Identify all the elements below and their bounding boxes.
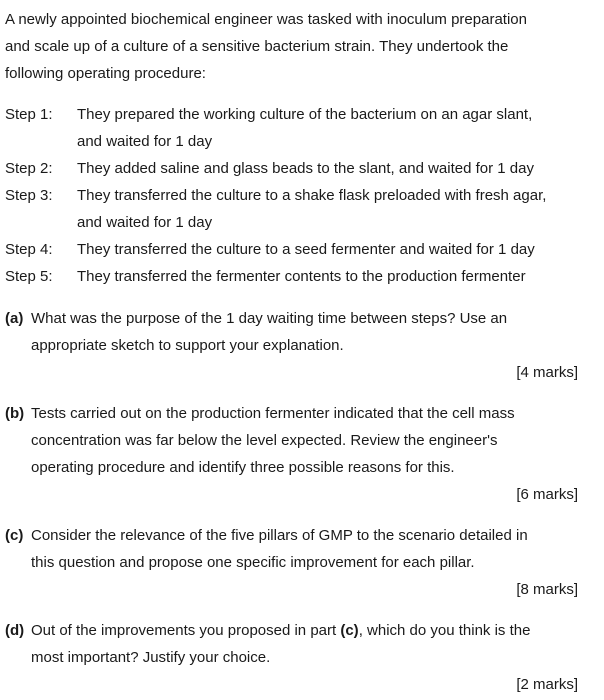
question-a-line-2: appropriate sketch to support your explanation.: [31, 337, 344, 354]
question-d-label: (d): [5, 622, 25, 639]
intro-line-2: and scale up of a culture of a sensitive bacterium strain. They undertook the: [5, 38, 509, 55]
question-d-part-reference: (c): [340, 622, 359, 639]
question-b-label: (b): [5, 405, 25, 422]
question-d-line-1-post: , which do you think is the: [358, 622, 531, 639]
step-1-text-line-2: and waited for 1 day: [77, 133, 213, 150]
step-4-text-line-1: They transferred the culture to a seed fermenter and waited for 1 day: [77, 241, 535, 258]
question-a-marks: [4 marks]: [516, 364, 578, 381]
question-d-line-2: most important? Justify your choice.: [31, 649, 271, 666]
question-c-marks: [8 marks]: [516, 581, 578, 598]
question-c-line-2: this question and propose one specific improvement for each pillar.: [31, 554, 475, 571]
question-d-marks: [2 marks]: [516, 676, 578, 693]
question-b-line-3: operating procedure and identify three possible reasons for this.: [31, 459, 455, 476]
question-b-marks: [6 marks]: [516, 486, 578, 503]
step-1-text-line-1: They prepared the working culture of the bacterium on an agar slant,: [77, 106, 533, 123]
question-d-line-1-pre: Out of the improvements you proposed in part: [31, 622, 341, 639]
step-2-text-line-1: They added saline and glass beads to the slant, and waited for 1 day: [77, 160, 534, 177]
step-1-label: Step 1:: [5, 106, 53, 123]
step-5-text-line-1: They transferred the fermenter contents to the production fermenter: [77, 268, 526, 285]
question-a-line-1: What was the purpose of the 1 day waiting time between steps? Use an: [31, 310, 508, 327]
step-3-text-line-2: and waited for 1 day: [77, 214, 213, 231]
question-b-line-2: concentration was far below the level expected. Review the engineer's: [31, 432, 498, 449]
intro-line-3: following operating procedure:: [5, 65, 206, 82]
question-c-line-1: Consider the relevance of the five pillars of GMP to the scenario detailed in: [31, 527, 528, 544]
intro-line-1: A newly appointed biochemical engineer was tasked with inoculum preparation: [5, 11, 527, 28]
question-b-line-1: Tests carried out on the production fermenter indicated that the cell mass: [31, 405, 515, 422]
step-4-label: Step 4:: [5, 241, 53, 258]
question-d-line-1: [31, 622, 530, 640]
step-3-text-line-1: They transferred the culture to a shake flask preloaded with fresh agar,: [77, 187, 547, 204]
step-2-label: Step 2:: [5, 160, 53, 177]
question-c-label: (c): [5, 527, 24, 544]
question-a-label: (a): [5, 310, 24, 327]
step-5-label: Step 5:: [5, 268, 53, 285]
step-3-label: Step 3:: [5, 187, 53, 204]
